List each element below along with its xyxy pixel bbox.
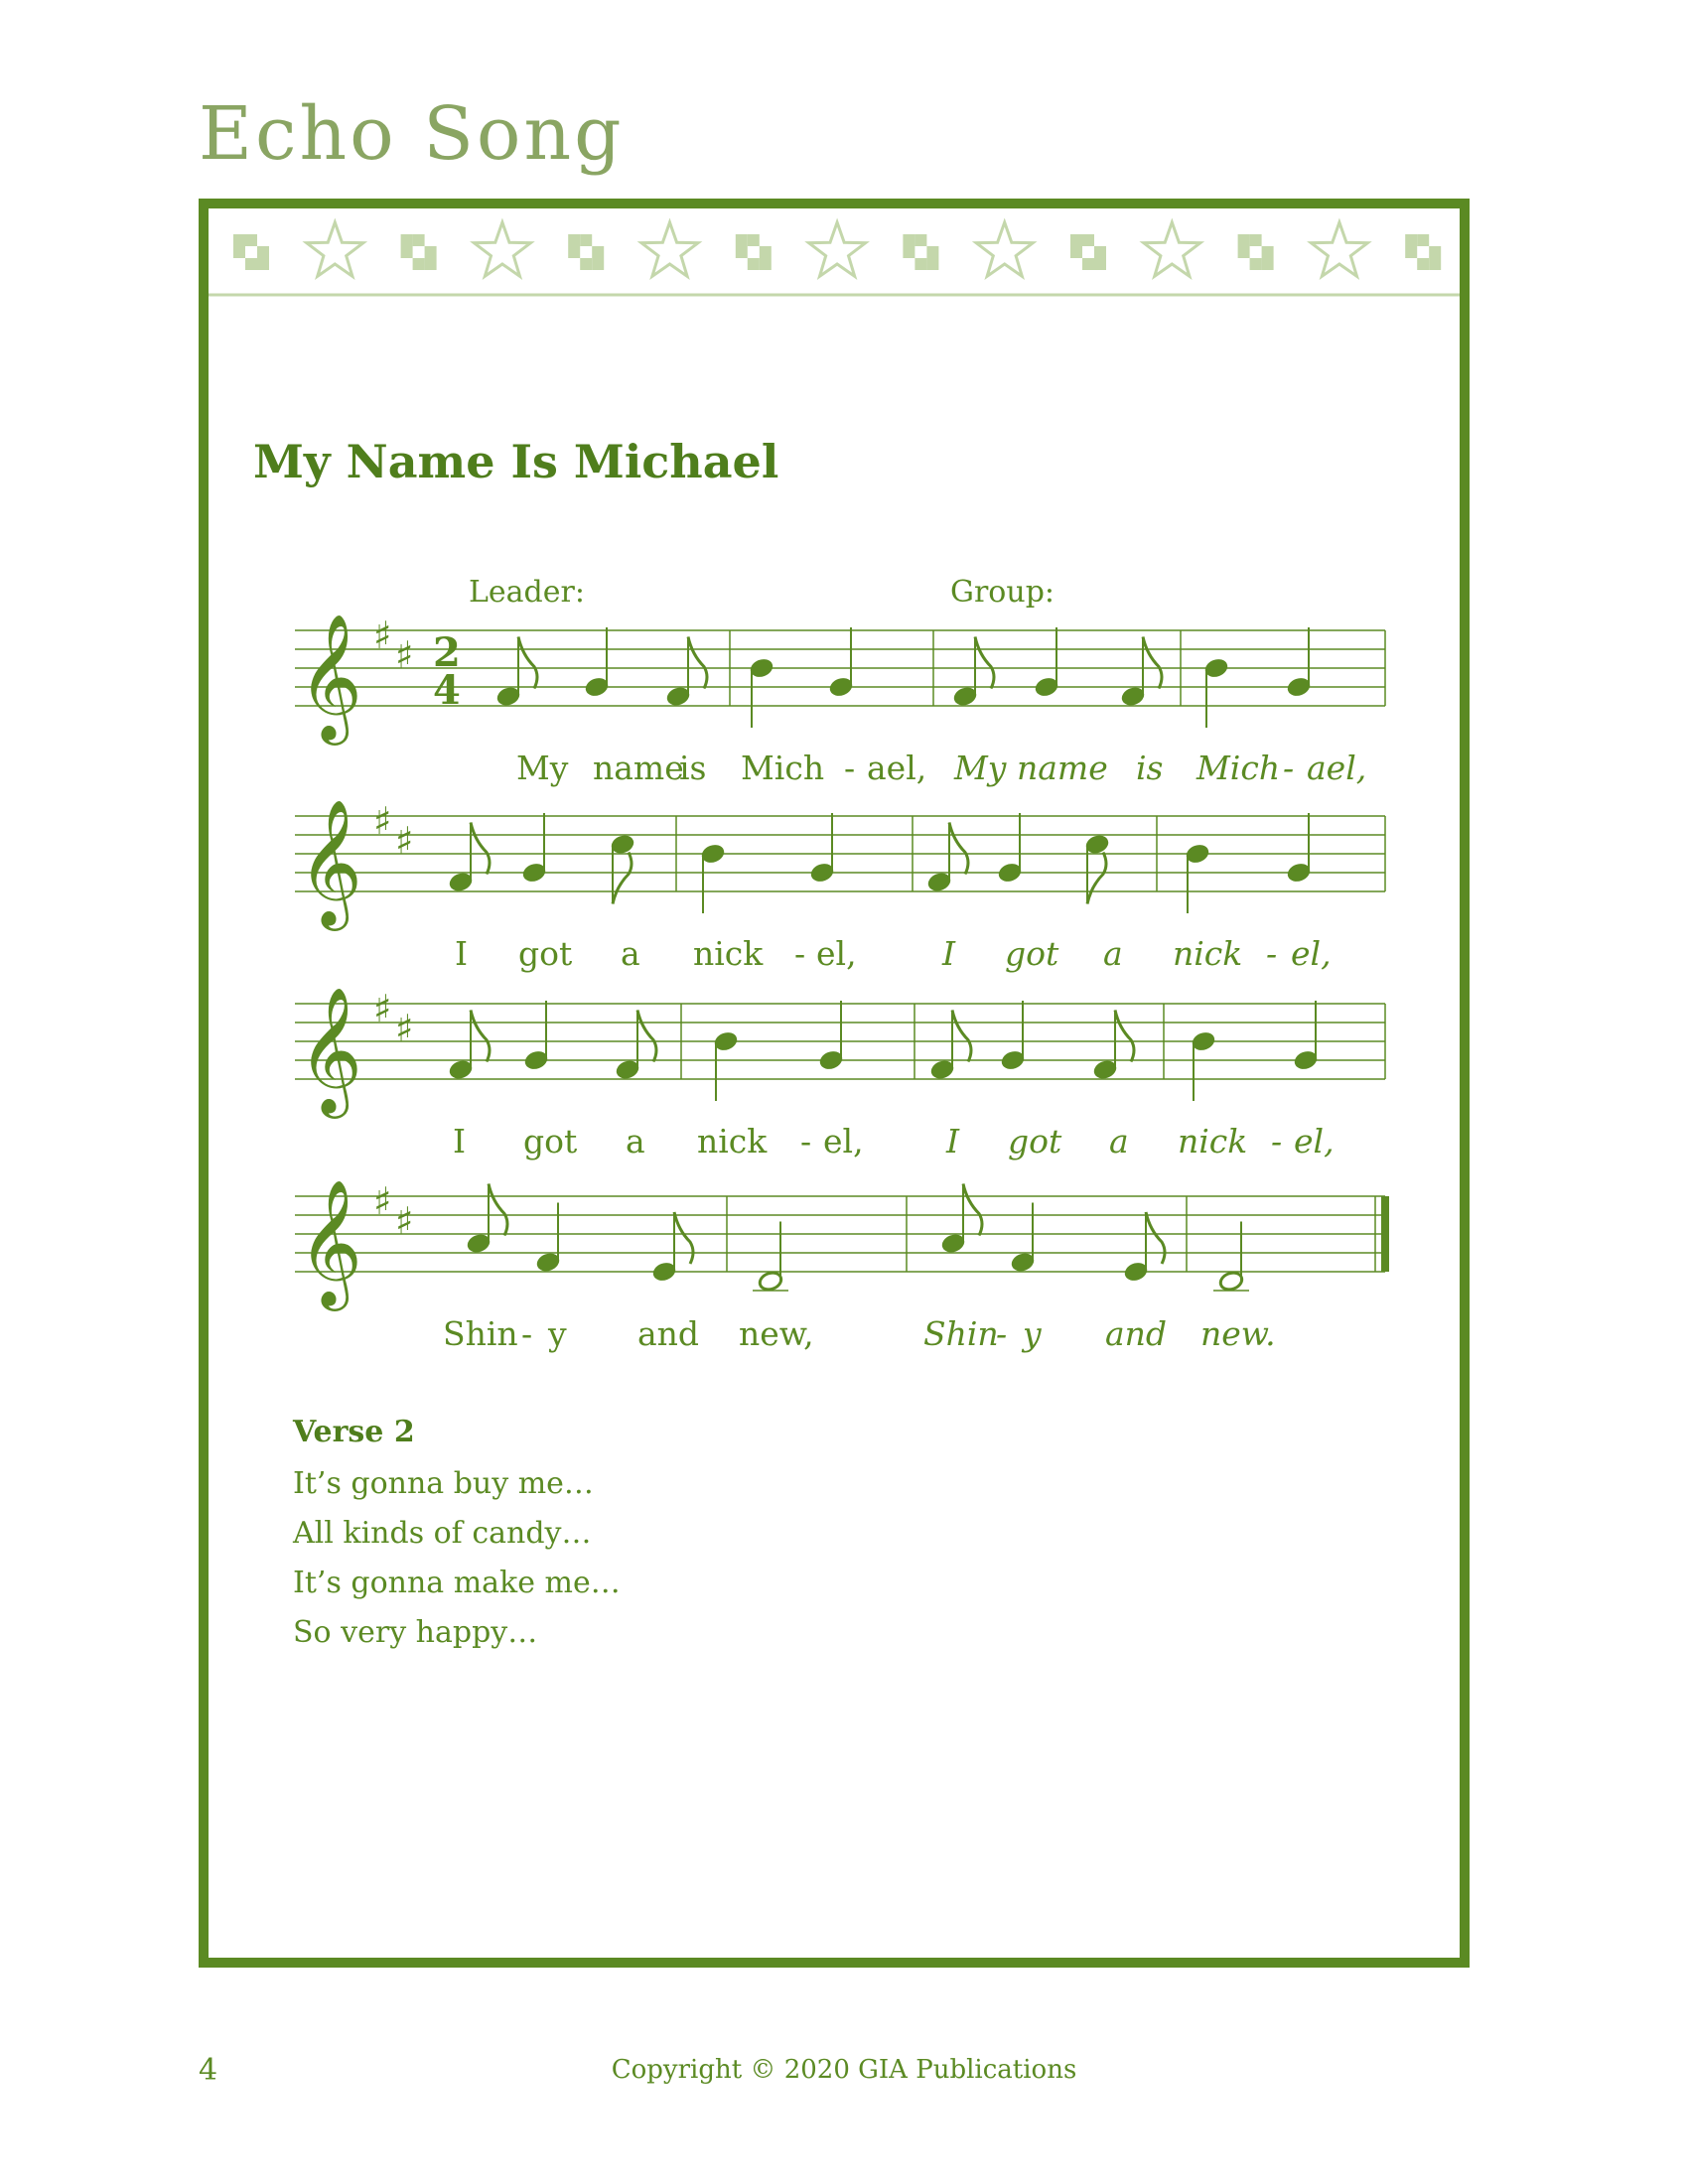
sharp-sign: ♯ xyxy=(373,1179,392,1223)
note xyxy=(1286,813,1312,884)
music-system xyxy=(295,986,1385,1160)
note-flag xyxy=(975,637,994,689)
sharp-sign: ♯ xyxy=(395,819,414,863)
leader-cue: Leader: xyxy=(469,575,585,610)
note xyxy=(495,637,537,708)
note xyxy=(1293,1001,1319,1071)
music-system xyxy=(295,613,1385,787)
lyric-syllable: - xyxy=(844,749,856,787)
note xyxy=(1010,1203,1036,1274)
lyric-syllable: - xyxy=(521,1314,533,1353)
final-barline xyxy=(1381,1196,1389,1272)
note xyxy=(926,823,968,893)
verse-line: It’s gonna make me… xyxy=(293,1566,621,1600)
note xyxy=(1084,833,1110,903)
note xyxy=(1191,1030,1216,1101)
lyric-syllable: I xyxy=(453,1122,467,1160)
music-system xyxy=(295,1178,1389,1353)
lyric-syllable: got xyxy=(518,934,573,973)
note xyxy=(523,1001,549,1071)
lyric-syllable: got xyxy=(523,1122,578,1160)
verse-heading: Verse 2 xyxy=(293,1415,415,1449)
lyric-syllable: - xyxy=(1283,749,1295,787)
note xyxy=(1213,1222,1249,1293)
lyric-syllable: a xyxy=(626,1122,645,1160)
lyric-syllable: and xyxy=(637,1314,700,1353)
note xyxy=(940,1184,982,1255)
note xyxy=(448,823,490,893)
lyric-syllable: a xyxy=(1109,1122,1129,1160)
lyric-syllable: el, xyxy=(816,934,857,973)
lyric-syllable: nick xyxy=(1173,934,1243,973)
group-cue: Group: xyxy=(950,575,1055,610)
copyright: Copyright © 2020 GIA Publications xyxy=(611,2055,1077,2085)
note xyxy=(466,1184,507,1255)
sharp-sign: ♯ xyxy=(395,1007,414,1050)
note-flag xyxy=(1146,1212,1165,1264)
verse-lines xyxy=(293,1459,621,1658)
lyric-syllable: Shin xyxy=(923,1314,999,1353)
treble-clef: 𝄞 xyxy=(298,613,363,740)
lyric-syllable: name xyxy=(1017,749,1108,787)
note-flag xyxy=(489,1184,507,1236)
lyric-syllable: Mich xyxy=(1196,749,1281,787)
note-flag xyxy=(674,1212,693,1264)
lyric-syllable: nick xyxy=(693,934,764,973)
note xyxy=(665,637,707,708)
lyric-syllable: Shin xyxy=(443,1314,518,1353)
lyric-syllable: ael, xyxy=(1307,749,1367,787)
treble-clef: 𝄞 xyxy=(298,986,363,1113)
lyric-syllable: nick xyxy=(1178,1122,1248,1160)
lyric-syllable: Mich xyxy=(741,749,825,787)
sharp-sign: ♯ xyxy=(395,1199,414,1243)
note-flag xyxy=(471,1011,490,1062)
note-flag xyxy=(637,1011,656,1062)
note xyxy=(1000,1001,1026,1071)
note-flag xyxy=(952,1011,971,1062)
verse-line: All kinds of candy… xyxy=(293,1516,592,1551)
page-number: 4 xyxy=(199,2053,218,2088)
lyric-syllable: new, xyxy=(739,1314,814,1353)
note xyxy=(535,1203,561,1274)
note xyxy=(1120,637,1162,708)
sharp-sign: ♯ xyxy=(373,987,392,1030)
note xyxy=(753,1222,788,1293)
lyric-syllable: - xyxy=(800,1122,812,1160)
sharp-sign: ♯ xyxy=(373,799,392,843)
lyric-syllable: got xyxy=(1005,934,1059,973)
note xyxy=(610,833,635,903)
note xyxy=(584,627,610,698)
lyric-syllable: I xyxy=(942,934,956,973)
lyric-syllable: and xyxy=(1105,1314,1168,1353)
verse-line: It’s gonna buy me… xyxy=(293,1466,594,1501)
note xyxy=(615,1011,656,1081)
note xyxy=(1034,627,1059,698)
lyric-syllable: el, xyxy=(823,1122,864,1160)
song-title: My Name Is Michael xyxy=(253,435,779,488)
note xyxy=(448,1011,490,1081)
note-flag xyxy=(613,853,632,904)
lyric-syllable: nick xyxy=(697,1122,768,1160)
note xyxy=(1185,843,1210,913)
treble-clef: 𝄞 xyxy=(298,1178,363,1305)
time-signature-bottom: 4 xyxy=(433,667,461,714)
page-title: Echo Song xyxy=(199,91,625,177)
note xyxy=(828,627,854,698)
treble-clef: 𝄞 xyxy=(298,798,363,925)
note xyxy=(713,1030,739,1101)
lyric-syllable: y xyxy=(1023,1314,1042,1353)
lyric-syllable: - xyxy=(1266,934,1278,973)
lyric-syllable: new. xyxy=(1200,1314,1276,1353)
note xyxy=(700,843,726,913)
note xyxy=(1286,627,1312,698)
lyric-syllable: is xyxy=(1136,749,1164,787)
note xyxy=(929,1011,971,1081)
lyric-syllable: a xyxy=(1103,934,1123,973)
note-flag xyxy=(949,823,968,875)
note xyxy=(818,1001,844,1071)
lyric-syllable: ael, xyxy=(867,749,927,787)
note-flag xyxy=(1087,853,1106,904)
lyric-syllable: - xyxy=(1271,1122,1283,1160)
time-signature-top: 2 xyxy=(433,629,461,676)
music-system xyxy=(295,798,1385,973)
note-flag xyxy=(963,1184,982,1236)
lyric-syllable: I xyxy=(455,934,469,973)
lyric-syllable: is xyxy=(679,749,707,787)
lyric-syllable: y xyxy=(548,1314,567,1353)
note xyxy=(809,813,835,884)
lyric-syllable: My xyxy=(516,749,569,787)
note xyxy=(1203,657,1229,728)
lyric-syllable: el, xyxy=(1291,934,1332,973)
lyric-syllable: - xyxy=(794,934,806,973)
note-flag xyxy=(688,637,707,689)
note xyxy=(952,637,994,708)
verse-line: So very happy… xyxy=(293,1615,538,1650)
lyric-syllable: el, xyxy=(1294,1122,1335,1160)
note-flag xyxy=(1143,637,1162,689)
lyric-syllable: - xyxy=(996,1314,1008,1353)
lyric-syllable: got xyxy=(1008,1122,1062,1160)
note xyxy=(997,813,1023,884)
sharp-sign: ♯ xyxy=(395,633,414,677)
note-flag xyxy=(518,637,537,689)
lyric-syllable: My xyxy=(954,749,1007,787)
note-flag xyxy=(1115,1011,1134,1062)
lyric-syllable: a xyxy=(621,934,640,973)
note xyxy=(521,813,547,884)
note xyxy=(749,657,774,728)
note xyxy=(1092,1011,1134,1081)
lyric-syllable: I xyxy=(946,1122,960,1160)
sharp-sign: ♯ xyxy=(373,614,392,657)
note-flag xyxy=(471,823,490,875)
lyric-syllable: name xyxy=(593,749,684,787)
